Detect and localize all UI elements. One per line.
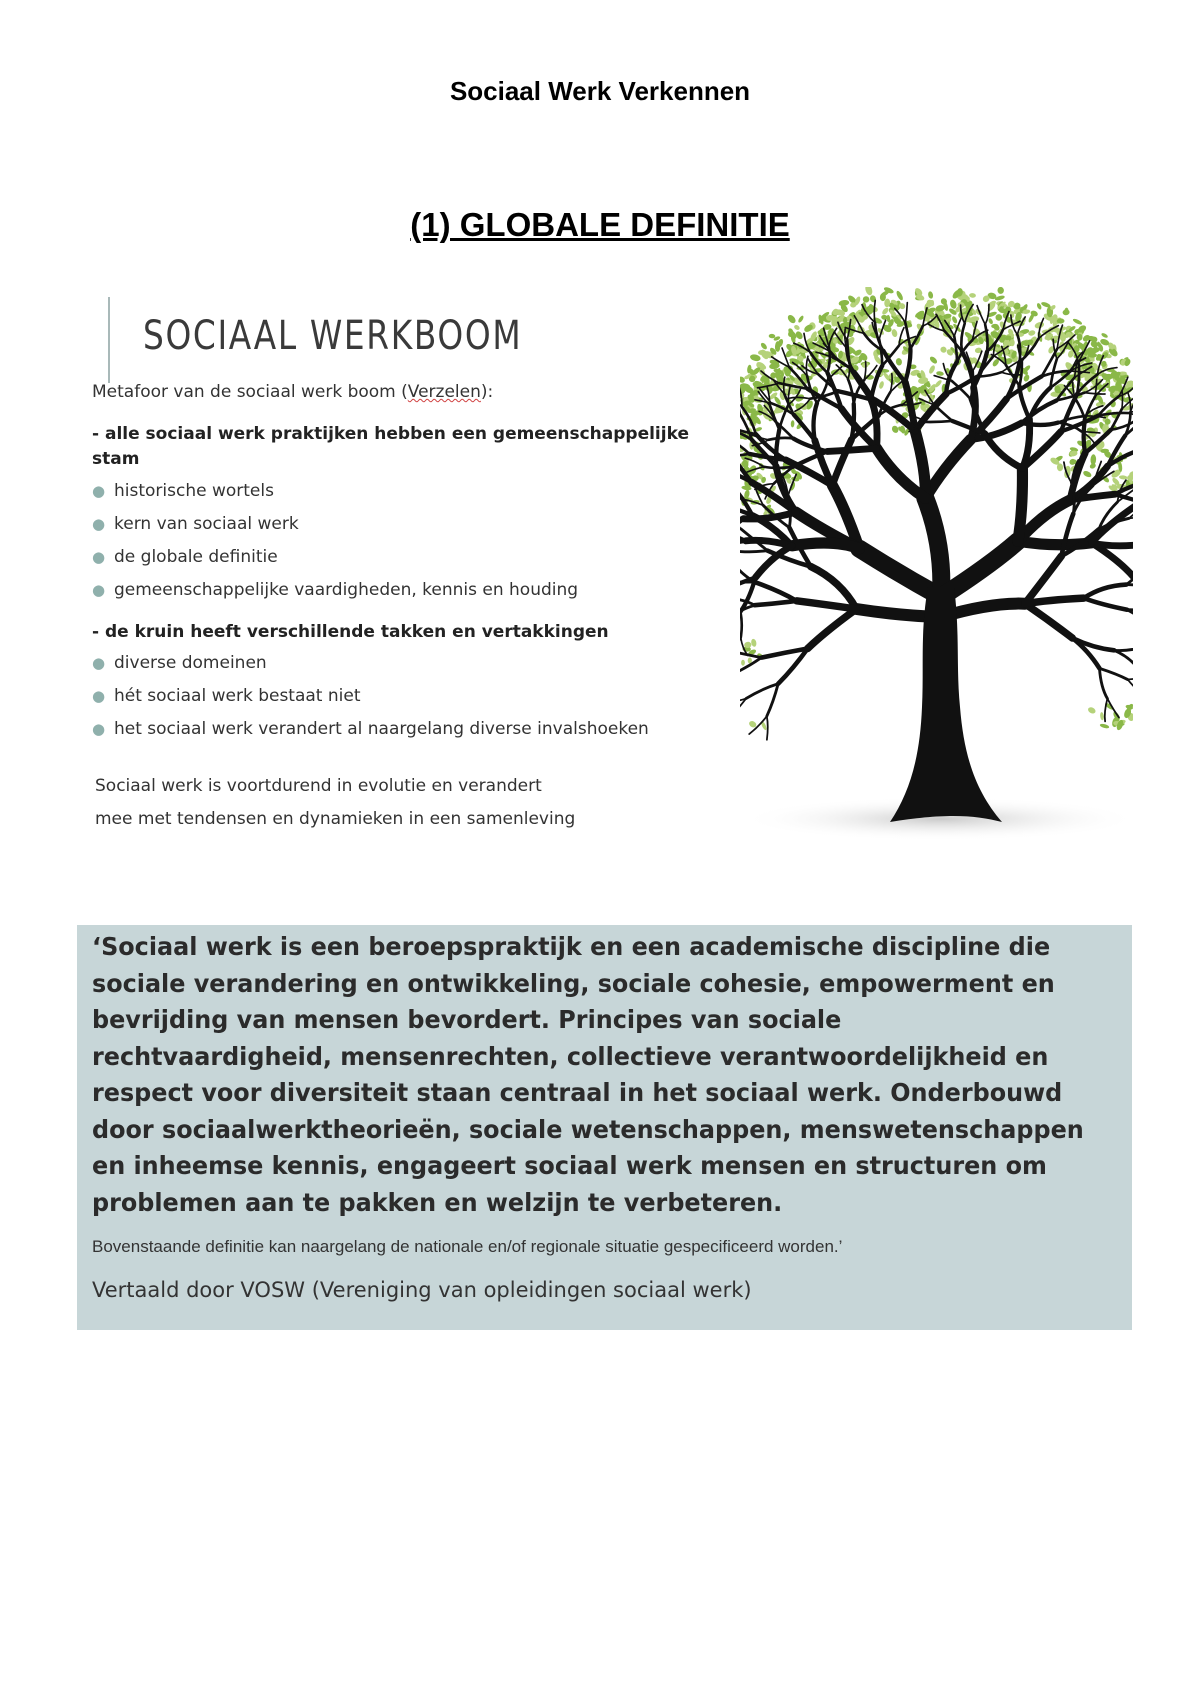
tree-branch — [1084, 598, 1127, 610]
tree-branch — [1092, 543, 1133, 546]
tree-leaf — [878, 381, 884, 390]
tree-leaf — [760, 342, 768, 351]
tree-image — [740, 287, 1133, 843]
tree-branch — [1127, 610, 1133, 627]
intro-author: Verzelen — [407, 382, 481, 402]
tree-leaf — [1101, 332, 1109, 339]
tree-leaf — [997, 287, 1004, 294]
list-item: ● de globale definitie — [92, 541, 578, 574]
tree-branch — [1114, 646, 1133, 651]
tree-leaf — [1023, 374, 1031, 383]
tree-branch — [905, 303, 907, 323]
tree-branch — [1025, 598, 1084, 604]
tree-branch — [740, 551, 767, 552]
bullet-list-stam — [92, 475, 578, 607]
slide-accent-bar — [108, 297, 110, 383]
bullet-list-kruin — [92, 647, 649, 746]
tree-leaf — [891, 425, 900, 434]
tree-leaf — [1072, 318, 1083, 326]
tree-leaf — [1099, 723, 1109, 729]
tree-branch — [1114, 650, 1133, 670]
intro-text-after: ): — [480, 382, 494, 402]
tree-branch — [961, 324, 964, 351]
tree-branch — [1099, 668, 1127, 679]
tree-leaf — [797, 315, 804, 324]
tree-branch — [1128, 680, 1133, 695]
tree-leaf — [791, 420, 795, 427]
footer-line: mee met tendensen en dynamieken in een samenleving — [95, 809, 576, 829]
tree-branch — [934, 405, 952, 421]
tree-branch — [985, 434, 1023, 469]
bullet-icon: ● — [92, 482, 106, 500]
tree-leaf — [864, 287, 873, 296]
tree-leaf — [1119, 475, 1128, 480]
list-item: ● gemeenschappelijke vaardigheden, kennis en houding — [92, 574, 578, 607]
list-item: ● diverse domeinen — [92, 647, 649, 680]
tree-leaf — [1090, 454, 1096, 465]
tree-leaf — [751, 638, 758, 647]
tree-leaf — [741, 660, 745, 666]
tree-leaf — [949, 299, 958, 310]
tree-branch — [1127, 609, 1133, 610]
tree-branch — [764, 467, 793, 468]
tree-leaf — [988, 318, 994, 325]
tree-branch — [925, 439, 970, 498]
tree-branch — [754, 582, 796, 601]
tree-branch — [954, 336, 957, 362]
tree-branch — [740, 541, 746, 549]
tree-branch — [740, 582, 754, 583]
tree-leaf — [891, 329, 898, 338]
tree-leaf — [769, 334, 776, 339]
tree-branch — [740, 612, 741, 638]
tree-leaf — [995, 314, 1002, 321]
tree-branch — [827, 448, 876, 451]
tree-branch — [832, 439, 851, 485]
tree-branch — [1105, 699, 1108, 722]
tree-leaf — [793, 324, 800, 331]
slide-sociaal-werkboom — [90, 295, 730, 845]
tree-trunk — [890, 587, 1002, 822]
tree-branch — [1122, 391, 1123, 409]
tree-branch — [797, 601, 857, 609]
tree-branch — [977, 306, 985, 325]
tree-branch — [740, 698, 746, 717]
bullet-icon: ● — [92, 687, 106, 705]
tree-leaf — [969, 293, 976, 298]
tree-leaf — [1062, 309, 1070, 316]
tree-branch — [985, 304, 989, 324]
tree-branch — [755, 601, 797, 605]
tree-leaf — [895, 358, 903, 367]
tree-branch — [808, 609, 857, 649]
tree-leaf — [939, 345, 948, 353]
list-item: ● hét sociaal werk bestaat niet — [92, 680, 649, 713]
tree-branch — [746, 540, 792, 545]
tree-branch — [1022, 419, 1029, 468]
tree-leaf — [929, 355, 939, 365]
tree-leaf — [951, 315, 958, 324]
group-heading-stam: - alle sociaal werk praktijken hebben een gemeenschappelijke stam — [92, 424, 689, 469]
tree-leaf — [863, 296, 870, 303]
tree-leaf — [927, 291, 933, 299]
definition-credit: Vertaald door VOSW (Vereniging van opleidingen sociaal werk) — [92, 1278, 752, 1302]
tree-leaf — [1087, 706, 1097, 715]
tree-branch — [1084, 585, 1127, 599]
tree-branch — [926, 421, 952, 422]
bullet-icon: ● — [92, 720, 106, 738]
tree-branch — [813, 403, 817, 440]
slide-intro — [92, 382, 493, 402]
bullet-icon: ● — [92, 654, 106, 672]
definition-quote: ‘Sociaal werk is een beroepspraktijk en een academische discipline die sociale verandering en ontwikkeling, sociale cohesie, empowerment en bevrijding van mensen bevordert. Principes van sociale rechtvaardigheid, mensenrechten, collectieve verantwoordelijkheid en respect voor diversiteit staan centraal in het sociaal werk. Onderbouwd door sociaalwerktheorieën, sociale wetenschappen, menswetenschappen en inheemse kennis, engageert sociaal werk mensen en structuren om problemen aan te pakken en welzijn te verbeteren. — [92, 932, 1084, 1217]
definition-quote-box — [77, 925, 1132, 1330]
bullet-icon: ● — [92, 581, 106, 599]
intro-text-before: Metafoor van de sociaal werk boom ( — [92, 382, 408, 402]
list-item: ● het sociaal werk verandert al naargelang diverse invalshoeken — [92, 713, 649, 746]
tree-leaf — [895, 290, 904, 301]
tree-branch — [793, 438, 827, 451]
list-item: ● kern van sociaal werk — [92, 508, 578, 541]
tree-leaf — [1082, 470, 1092, 479]
document-header: Sociaal Werk Verkennen — [449, 76, 751, 106]
tree-leaf — [1010, 339, 1015, 346]
section-title: (1) GLOBALE DEFINITIE — [410, 206, 790, 243]
tree-branch — [1018, 468, 1023, 541]
tree-branch — [1128, 679, 1133, 680]
tree-leaf — [936, 371, 944, 377]
tree-leaf — [786, 314, 797, 325]
tree-icon — [740, 287, 1133, 843]
bullet-icon: ● — [92, 515, 106, 533]
tree-branch — [1025, 604, 1072, 638]
tree-branch — [1099, 668, 1107, 698]
group-heading-kruin: - de kruin heeft verschillende takken en vertakkingen — [92, 622, 609, 642]
tree-leaf — [1100, 712, 1105, 721]
tree-leaf — [928, 364, 936, 374]
list-item: ● historische wortels — [92, 475, 578, 508]
tree-branch — [768, 438, 793, 440]
tree-leaf — [749, 353, 761, 362]
slide-title: SOCIAAL WERKBOOM — [143, 313, 523, 359]
tree-branch — [767, 716, 768, 740]
bullet-icon: ● — [92, 548, 106, 566]
footer-line: Sociaal werk is voortdurend in evolutie en verandert — [95, 776, 542, 796]
definition-note: Bovenstaande definitie kan naargelang de nationale en/of regionale situatie gespecificeerd worden.’ — [92, 1237, 843, 1256]
tree-leaf — [881, 307, 890, 316]
slide-footer — [95, 770, 695, 836]
